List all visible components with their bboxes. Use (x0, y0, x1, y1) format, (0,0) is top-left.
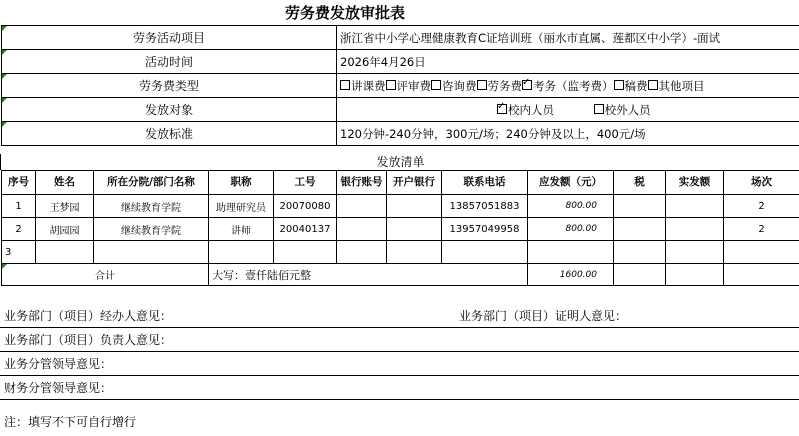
target-label: 发放对象 (2, 98, 337, 122)
table-cell[interactable] (209, 241, 274, 264)
business-leader-opinion[interactable]: 业务分管领导意见： (4, 357, 113, 371)
table-cell[interactable]: 2 (724, 195, 799, 218)
table-cell[interactable] (666, 195, 724, 218)
table-cell[interactable] (337, 218, 387, 241)
table-row (2, 218, 799, 241)
type-option[interactable] (522, 79, 614, 93)
table-cell[interactable] (274, 241, 337, 264)
table-cell[interactable] (614, 241, 666, 264)
standard-value[interactable]: 120分钟-240分钟，300元/场；240分钟及以上，400元/场 (337, 122, 799, 146)
table-cell[interactable]: 13857051883 (442, 195, 528, 218)
table-cell[interactable] (337, 195, 387, 218)
table-cell[interactable] (94, 241, 209, 264)
column-header: 税 (614, 171, 666, 195)
table-cell[interactable] (724, 241, 799, 264)
column-header: 姓名 (36, 171, 94, 195)
checked-box-icon (497, 104, 507, 114)
type-option-label: 劳务费 (487, 78, 522, 93)
checked-box-icon (522, 80, 532, 90)
column-header: 实发额 (666, 171, 724, 195)
table-cell[interactable] (387, 241, 442, 264)
checkbox-icon (648, 80, 658, 90)
table-cell[interactable] (442, 241, 528, 264)
target-out-label: 校外人员 (604, 102, 651, 117)
total-row (2, 264, 799, 286)
info-table (1, 25, 799, 146)
table-cell[interactable] (387, 218, 442, 241)
checkbox-icon (431, 80, 441, 90)
opinion-row-4 (0, 376, 799, 400)
target-out-checkbox[interactable] (594, 103, 651, 117)
table-row (2, 195, 799, 218)
table-row (2, 241, 799, 264)
type-option[interactable] (648, 79, 705, 93)
opinion-row-1 (0, 304, 799, 328)
manager-opinion[interactable]: 业务部门（项目）经办人意见： (4, 309, 173, 323)
table-cell[interactable] (614, 218, 666, 241)
target-options (337, 98, 799, 122)
type-option[interactable] (340, 79, 386, 93)
total-net (666, 264, 724, 286)
type-option-label: 咨询费 (442, 78, 477, 93)
table-cell[interactable]: 20040137 (274, 218, 337, 241)
type-label: 劳务费类型 (2, 74, 337, 98)
table-cell[interactable]: 2 (2, 218, 36, 241)
table-cell[interactable] (387, 195, 442, 218)
total-capital: 大写：壹仟陆佰元整 (209, 264, 528, 286)
type-option[interactable] (477, 79, 523, 93)
table-cell[interactable] (666, 218, 724, 241)
checkbox-icon (614, 80, 624, 90)
table-cell[interactable] (337, 241, 387, 264)
table-cell[interactable]: 2 (724, 218, 799, 241)
table-cell[interactable]: 王梦园 (36, 195, 94, 218)
type-option[interactable] (614, 79, 648, 93)
column-header: 职称 (209, 171, 274, 195)
responsible-opinion[interactable]: 业务部门（项目）负责人意见： (4, 333, 173, 347)
column-header: 所在分院/部门名称 (94, 171, 209, 195)
checkbox-icon (386, 80, 396, 90)
finance-leader-opinion[interactable]: 财务分管领导意见： (4, 381, 113, 395)
type-option-label: 评审费 (396, 78, 431, 93)
table-cell[interactable]: 800.00 (528, 195, 614, 218)
footnote: 注：填写不下可自行增行 (4, 415, 137, 429)
table-header-row (2, 171, 799, 195)
type-option[interactable] (431, 79, 477, 93)
table-cell[interactable]: 800.00 (528, 218, 614, 241)
total-amount: 1600.00 (528, 264, 614, 286)
column-header: 联系电话 (442, 171, 528, 195)
type-option-label: 稿费 (624, 78, 648, 93)
type-option-label: 其他项目 (658, 78, 705, 93)
witness-opinion[interactable]: 业务部门（项目）证明人意见： (459, 309, 628, 323)
project-value[interactable]: 浙江省中小学心理健康教育C证培训班（丽水市直属、莲都区中小学）-面试 (337, 26, 799, 50)
checkbox-icon (340, 80, 350, 90)
checkbox-icon (477, 80, 487, 90)
table-cell[interactable]: 胡园园 (36, 218, 94, 241)
table-cell[interactable]: 继续教育学院 (94, 218, 209, 241)
form-title: 劳务费发放审批表 (284, 4, 405, 22)
total-label: 合计 (2, 264, 209, 286)
table-cell[interactable] (666, 241, 724, 264)
table-cell[interactable]: 13957049958 (442, 218, 528, 241)
opinion-row-2 (0, 328, 799, 352)
table-cell[interactable]: 继续教育学院 (94, 195, 209, 218)
checkbox-icon (594, 104, 604, 114)
total-tax (614, 264, 666, 286)
column-header: 开户银行 (387, 171, 442, 195)
opinion-row-3 (0, 352, 799, 376)
list-title: 发放清单 (0, 154, 799, 170)
table-cell[interactable]: 20070080 (274, 195, 337, 218)
type-option-label: 考务（监考费） (533, 78, 614, 93)
time-value[interactable]: 2026年4月26日 (337, 50, 799, 74)
column-header: 序号 (2, 171, 36, 195)
table-cell[interactable] (36, 241, 94, 264)
column-header: 银行账号 (337, 171, 387, 195)
table-cell[interactable]: 助理研究员 (209, 195, 274, 218)
time-label: 活动时间 (2, 50, 337, 74)
target-in-label: 校内人员 (508, 102, 554, 117)
table-cell[interactable] (528, 241, 614, 264)
type-option-label: 讲课费 (351, 78, 386, 93)
type-options (337, 74, 799, 98)
payment-list-table (1, 170, 799, 286)
project-label: 劳务活动项目 (2, 26, 337, 50)
total-count (724, 264, 799, 286)
table-cell[interactable] (614, 195, 666, 218)
table-cell[interactable]: 3 (2, 241, 36, 264)
type-option[interactable] (386, 79, 432, 93)
target-in-checkbox[interactable] (497, 103, 554, 117)
standard-label: 发放标准 (2, 122, 337, 146)
column-header: 工号 (274, 171, 337, 195)
column-header: 应发额（元） (528, 171, 614, 195)
column-header: 场次 (724, 171, 799, 195)
table-cell[interactable]: 1 (2, 195, 36, 218)
table-cell[interactable]: 讲师 (209, 218, 274, 241)
